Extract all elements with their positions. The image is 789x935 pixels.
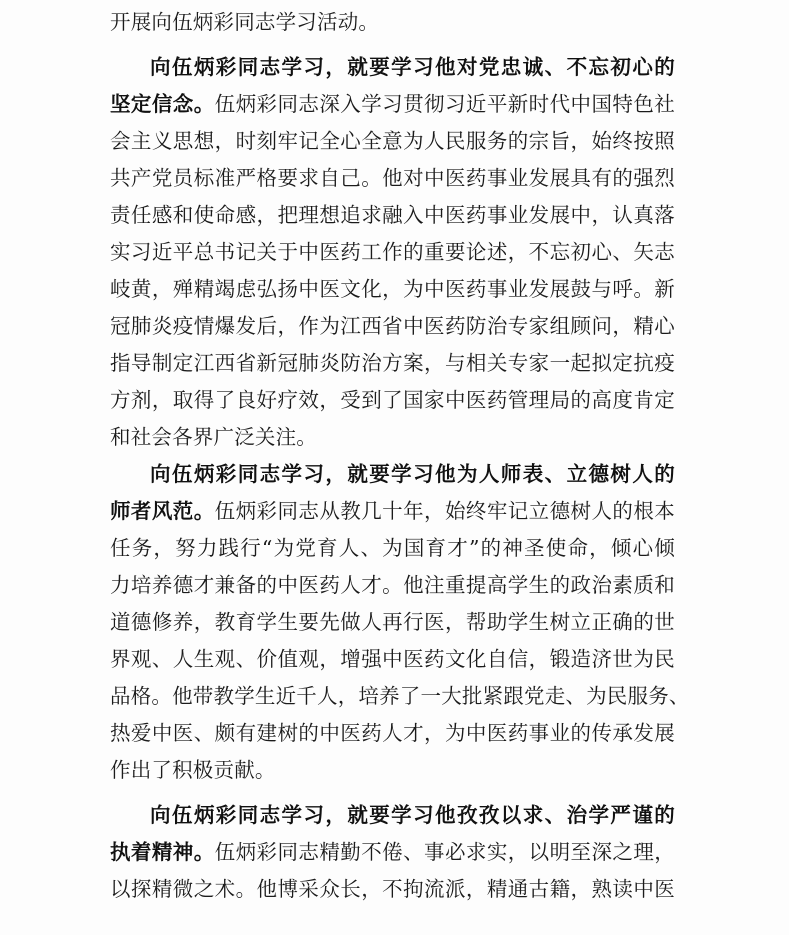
text-line: 执着精神。伍炳彩同志精勤不倦、事必求实，以明至深之理，	[110, 840, 675, 864]
text-line: 和社会各界广泛关注。	[110, 425, 317, 449]
text-line: 会主义思想，时刻牢记全心全意为人民服务的宗旨，始终按照	[110, 129, 675, 153]
text-line: 开展向伍炳彩同志学习活动。	[110, 10, 380, 34]
text-line: 共产党员标准严格要求自己。他对中医药事业发展具有的强烈	[110, 166, 675, 190]
text-line: 品格。他带教学生近千人，培养了一大批紧跟党走、为民服务、	[110, 684, 690, 708]
text-line: 作出了积极贡献。	[110, 758, 276, 782]
text-line: 实习近平总书记关于中医药工作的重要论述，不忘初心、矢志	[110, 240, 675, 264]
text-line: 坚定信念。伍炳彩同志深入学习贯彻习近平新时代中国特色社	[110, 92, 675, 116]
text-line: 责任感和使命感，把理想追求融入中医药事业发展中，认真落	[110, 203, 675, 227]
text-line: 界观、人生观、价值观，增强中医药文化自信，锻造济世为民	[110, 647, 675, 671]
text-line: 冠肺炎疫情爆发后，作为江西省中医药防治专家组顾问，精心	[110, 314, 675, 338]
text-line: 力培养德才兼备的中医药人才。他注重提高学生的政治素质和	[110, 573, 675, 597]
text-line: 岐黄，殚精竭虑弘扬中医文化，为中医药事业发展鼓与呼。新	[110, 277, 675, 301]
text-line: 方剂，取得了良好疗效，受到了国家中医药管理局的高度肯定	[110, 388, 675, 412]
text-line: 以探精微之术。他博采众长，不拘流派，精通古籍，熟读中医	[110, 877, 675, 901]
text-line: 师者风范。伍炳彩同志从教几十年，始终牢记立德树人的根本	[110, 499, 675, 523]
text-line: 道德修养，教育学生要先做人再行医，帮助学生树立正确的世	[110, 610, 675, 634]
paragraph-heading-line: 向伍炳彩同志学习，就要学习他孜孜以求、治学严谨的	[150, 803, 675, 827]
paragraph-heading-line: 向伍炳彩同志学习，就要学习他对党忠诚、不忘初心的	[150, 55, 675, 79]
text-line: 指导制定江西省新冠肺炎防治方案，与相关专家一起拟定抗疫	[110, 351, 675, 375]
paragraph-heading-line: 向伍炳彩同志学习，就要学习他为人师表、立德树人的	[150, 462, 675, 486]
text-line: 热爱中医、颇有建树的中医药人才，为中医药事业的传承发展	[110, 721, 675, 745]
text-line: 任务，努力践行“为党育人、为国育才”的神圣使命，倾心倾	[110, 536, 675, 560]
